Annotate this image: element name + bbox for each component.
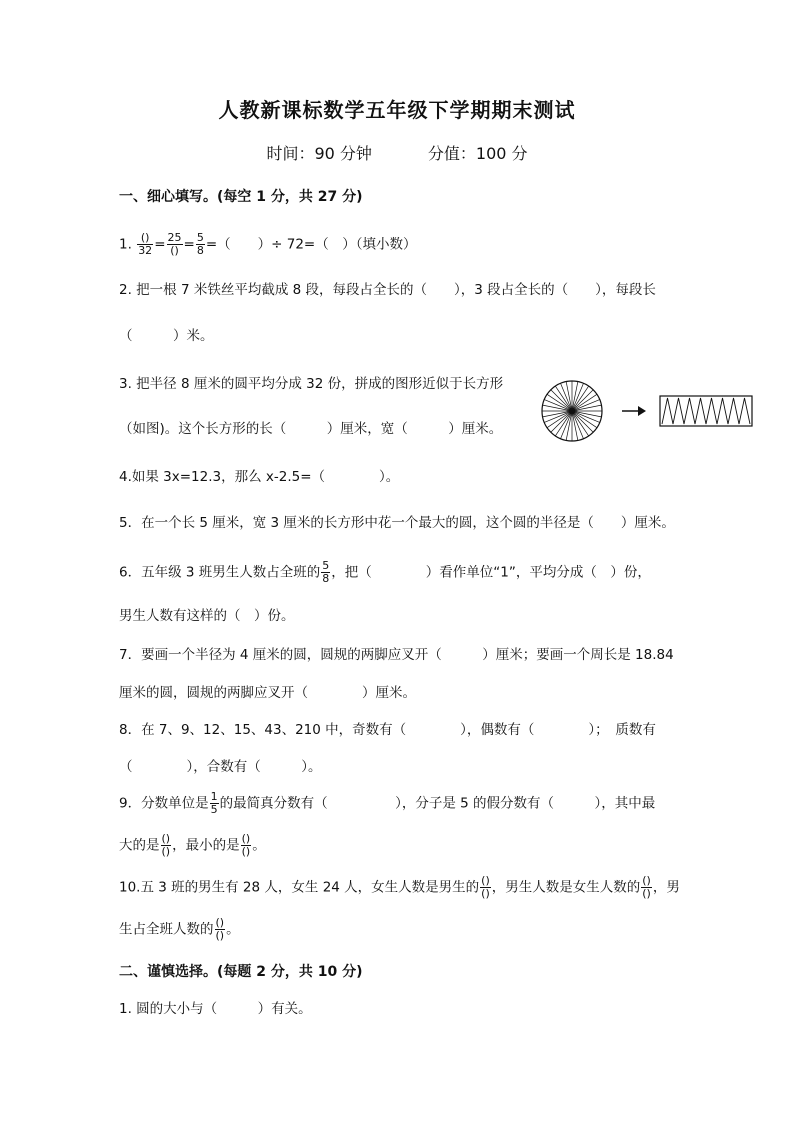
fraction: $\frac{()}{()}$ <box>215 916 225 942</box>
fraction: $\frac{5}{8}$ <box>196 231 204 257</box>
fraction: $\frac{()}{()}$ <box>241 832 251 858</box>
question-1-4: 4.如果 3x=12.3，那么 x-2.5=（ ）。 <box>119 469 400 485</box>
fraction: $\frac{()}{()}$ <box>481 874 490 900</box>
question-2-1: 1. 圆的大小与（ ）有关。 <box>119 1001 312 1017</box>
question-1-7-line2: 厘米的圆，圆规的两脚应叉开（ ）厘米。 <box>119 685 416 701</box>
section2-heading: 二、谨慎选择。(每题 2 分，共 10 分) <box>119 964 363 980</box>
question-1-8-line2: （ ），合数有（ ）。 <box>119 759 322 775</box>
question-1-9-line1: 9．分数单位是 $\frac{1}{5}$ 的最简真分数有（ ），分子是 5 的假分数有（ ），其中最 <box>119 790 656 816</box>
question-1-3-line1: 3. 把半径 8 厘米的圆平均分成 32 份，拼成的图形近似于长方形 <box>119 376 504 392</box>
fraction: $\frac{5}{8}$ <box>322 559 330 585</box>
question-1-3-line2: （如图)。这个长方形的长（ ）厘米，宽（ ）厘米。 <box>119 421 503 437</box>
approximate-rectangle-icon <box>660 396 752 426</box>
question-1-8-line1: 8．在 7、9、12、15、43、210 中，奇数有（ ），偶数有（ ）； 质数有 <box>119 722 656 738</box>
fraction: $\frac{()}{()}$ <box>642 874 651 900</box>
question-1-1: 1. $\frac{()}{32}$ = $\frac{25}{()}$ = $\frac{5}{8}$ =（ ）÷ 72=（ ）（填小数） <box>119 231 417 257</box>
fraction: $\frac{1}{5}$ <box>210 790 218 816</box>
question-1-2-line1: 2. 把一根 7 米铁丝平均截成 8 段，每段占全长的（ ），3 段占全长的（ ），每段长 <box>119 282 656 298</box>
exam-info <box>0 141 794 164</box>
divided-circle-icon <box>542 381 602 441</box>
score-label: 分值：100 分 <box>427 144 528 163</box>
time-label: 时间：90 分钟 <box>266 144 372 163</box>
question-1-9-line2: 大的是 $\frac{()}{()}$ ，最小的是 $\frac{()}{()}$ 。 <box>119 832 266 858</box>
question-1-10-line1: 10.五 3 班的男生有 28 人，女生 24 人，女生人数是男生的 $\frac{()}{()}$ ，男生人数是女生人数的 $\frac{()}{()}$ ，男 <box>119 874 680 900</box>
question-1-6-line2: 男生人数有这样的（ ）份。 <box>119 608 295 624</box>
arrow-right-icon <box>622 406 646 416</box>
fraction: $\frac{()}{()}$ <box>161 832 171 858</box>
question-1-10-line2: 生占全班人数的 $\frac{()}{()}$ 。 <box>119 916 240 942</box>
fraction: $\frac{()}{32}$ <box>138 231 153 257</box>
question-1-5: 5．在一个长 5 厘米，宽 3 厘米的长方形中花一个最大的圆，这个圆的半径是（ ）厘米。 <box>119 515 675 531</box>
question-1-6-line1: 6．五年级 3 班男生人数占全班的 $\frac{5}{8}$ ，把（ ）看作单位“1”，平均分成（ ）份， <box>119 559 651 585</box>
page-title: 人教新课标数学五年级下学期期末测试 <box>218 98 576 122</box>
question-1-2-line2: （ ）米。 <box>119 328 214 344</box>
circle-to-rectangle-figure <box>540 378 755 444</box>
question-1-7-line1: 7．要画一个半径为 4 厘米的圆，圆规的两脚应叉开（ ）厘米；要画一个周长是 18.84 <box>119 647 674 663</box>
fraction: $\frac{25}{()}$ <box>167 231 182 257</box>
section1-heading: 一、细心填写。(每空 1 分，共 27 分) <box>119 189 363 205</box>
